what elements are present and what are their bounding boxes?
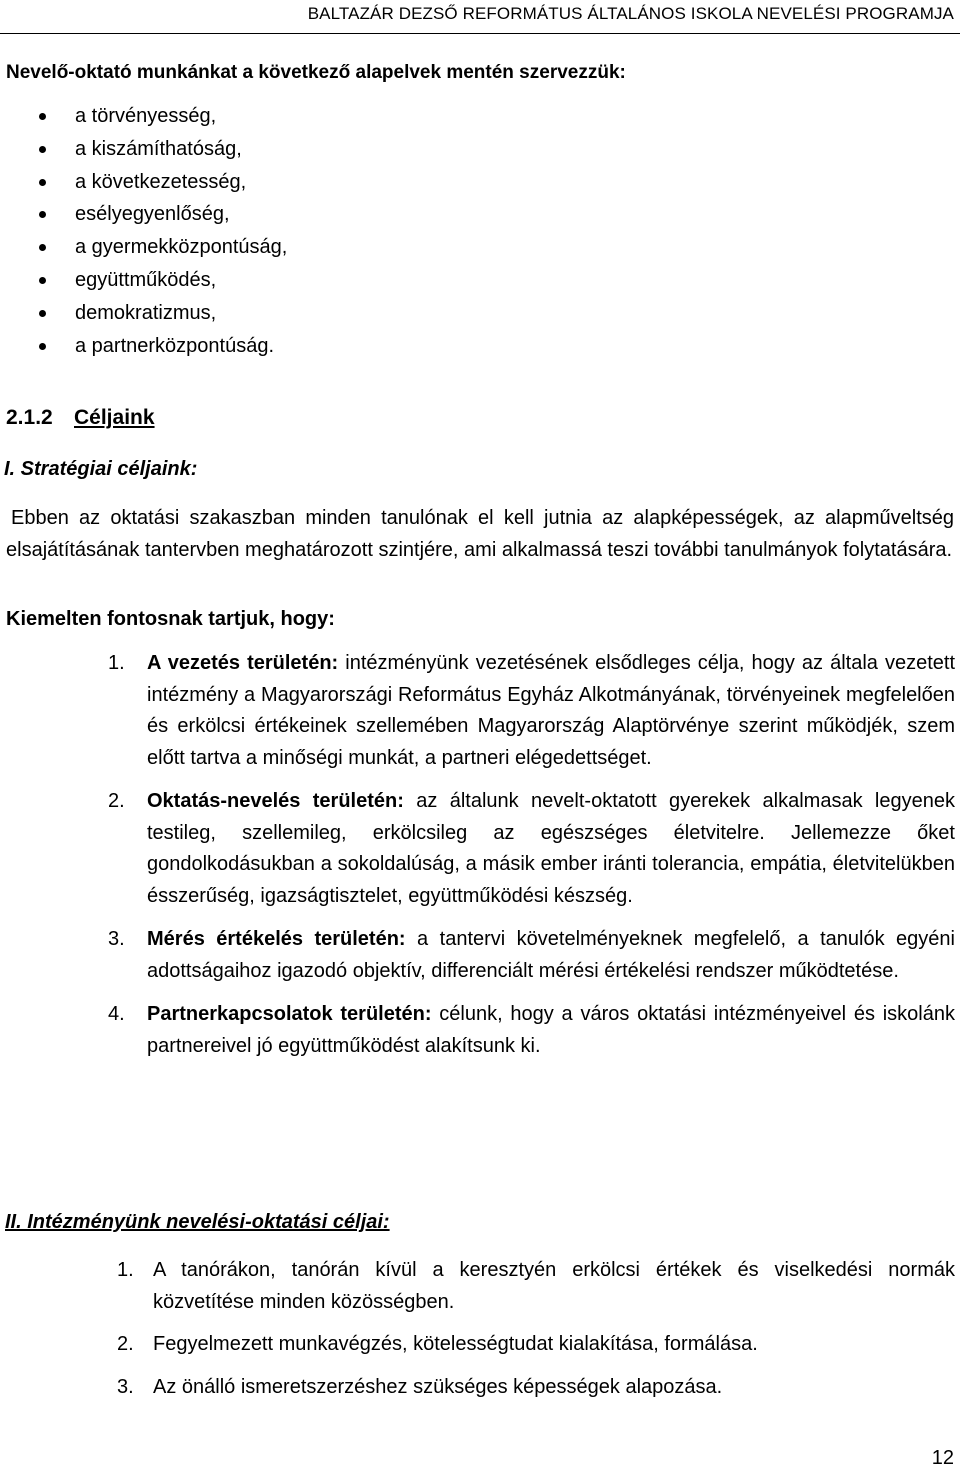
section-number: 2.1.2 [6,406,53,429]
item-text: az általunk nevelt-oktatott gyerekek alkalmasak legyenek testileg, szellemileg, erkölcsileg az egészséges életvitelre. Jellemezze őket gondolkodásukban a sokoldalúság, a másik ember iránti tolerancia, empátia, életvitelükben ésszerűség, igazságtisztelet, együttműködési készség. [147,790,955,907]
list-item-text: a gyermekközpontúság, [75,236,288,259]
list-item [0,786,955,912]
item-number: 1. [117,1259,134,1281]
section-heading [6,406,155,430]
list-item-text: a törvényesség, [75,105,217,127]
principles-list [0,100,287,362]
list-item-text: együttműködés, [75,268,217,291]
item-text: intézményünk vezetésének elsődleges célja, hogy az általa vezetett intézmény a Magyarországi Református Egyház Alkotmányának, törvényeinek megfelelően és erkölcsi értékeinek szellemében Magyarország Alaptörvénye szerint működjék, szem előtt tartva a minőségi munkát, a partneri elégedettséget. [147,652,955,769]
item-text: a tantervi követelményeknek megfelelő, a tanulók egyéni adottságaihoz igazodó objektív, differenciált mérési értékelési rendszer működtetése. [147,928,955,982]
list-item [0,264,287,297]
bullet-icon [39,211,46,218]
list-item [0,330,287,363]
list-item [0,133,287,166]
list-item-text: demokratizmus, [75,301,217,324]
list-item-text: a következetesség, [75,170,247,193]
list-item [0,1329,955,1361]
bullet-icon [39,146,46,153]
page-number: 12 [931,1447,954,1469]
item-lead: A vezetés területén: [147,652,339,674]
item-number: 4. [108,1003,125,1025]
item-lead: Partnerkapcsolatok területén: [147,1003,432,1025]
running-header: BALTAZÁR DEZSŐ REFORMÁTUS ÁLTALÁNOS ISKOLA NEVELÉSI PROGRAMJA [307,4,954,23]
strategic-goals-list [0,648,960,1074]
item-number: 3. [108,928,125,950]
item-text: Fegyelmezett munkavégzés, kötelességtudat kialakítása, formálása. [153,1333,758,1355]
header-rule [0,33,960,34]
institutional-goals-list [0,1255,960,1414]
item-lead: Oktatás-nevelés területén: [147,790,404,812]
institutional-goals-title: II. Intézményünk nevelési-oktatási céljai: [5,1211,390,1233]
item-text: Az önálló ismeretszerzéshez szükséges képességek alapozása. [153,1375,723,1398]
principles-heading: Nevelő-oktató munkánkat a következő alapelvek mentén szervezzük: [6,62,626,83]
list-item [0,1255,955,1318]
strategic-goals-title: I. Stratégiai céljaink: [4,458,198,480]
strategic-paragraph [6,503,954,566]
paragraph-text: Ebben az oktatási szakaszban minden tanulónak el kell jutnia az alapképességek, az alapműveltség elsajátításának tantervben meghatározott szintjére, ami alkalmassá teszi további tanulmányok folytatására. [6,507,954,561]
list-item [0,999,955,1062]
bullet-icon [39,277,46,284]
list-item-text: esélyegyenlőség, [75,203,230,226]
list-item [0,1372,955,1404]
bullet-icon [39,113,46,120]
item-lead: Mérés értékelés területén: [147,928,406,950]
section-title: Céljaink [74,406,155,429]
list-item [0,198,287,231]
list-item [0,100,287,133]
item-number: 1. [108,652,125,674]
emphasis-heading: Kiemelten fontosnak tartjuk, hogy: [6,608,335,630]
list-item [0,166,287,199]
list-item [0,297,287,330]
item-number: 2. [117,1333,134,1355]
bullet-icon [39,310,46,317]
bullet-icon [39,244,46,251]
item-number: 3. [117,1375,134,1398]
list-item-text: a partnerközpontúság. [75,334,275,357]
item-text: A tanórákon, tanórán kívül a keresztyén erkölcsi értékek és viselkedési normák közvetítése minden közösségben. [153,1259,955,1313]
item-number: 2. [108,790,125,812]
list-item-text: a kiszámíthatóság, [75,137,242,160]
bullet-icon [39,179,46,186]
item-text: célunk, hogy a város oktatási intézményeivel és iskolánk partnereivel jó együttműködést alakítsunk ki. [147,1003,955,1057]
list-item [0,231,287,264]
list-item [0,648,955,774]
bullet-icon [39,343,46,350]
list-item [0,924,955,987]
